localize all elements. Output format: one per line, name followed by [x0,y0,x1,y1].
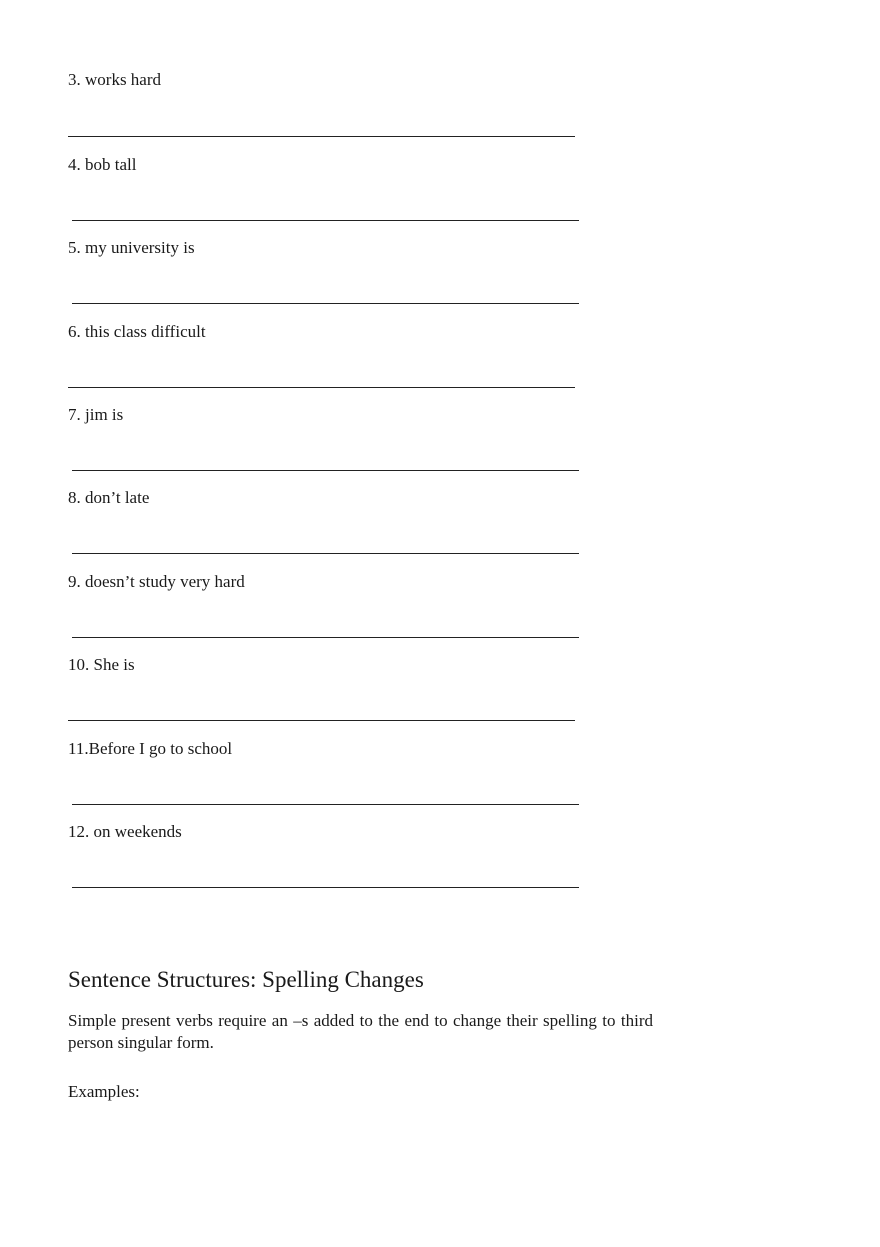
answer-line-12[interactable] [72,887,579,888]
examples-label: Examples: [68,1082,140,1101]
exercise-prompt-6: 6. this class difficult [68,322,206,341]
exercise-prompt-12: 12. on weekends [68,822,182,841]
answer-line-11[interactable] [72,804,579,805]
answer-line-7[interactable] [72,470,579,471]
answer-line-10[interactable] [68,720,575,721]
answer-line-3[interactable] [68,136,575,137]
answer-line-6[interactable] [68,387,575,388]
answer-line-9[interactable] [72,637,579,638]
answer-line-8[interactable] [72,553,579,554]
exercise-prompt-8: 8. don’t late [68,488,150,507]
section-heading: Sentence Structures: Spelling Changes [68,967,424,992]
exercise-prompt-10: 10. She is [68,655,135,674]
exercise-prompt-3: 3. works hard [68,70,162,89]
answer-line-5[interactable] [72,303,579,304]
section-body-text: Simple present verbs require an –s added to the end to change their spelling to third person singular form. [68,1011,653,1052]
exercise-prompt-5: 5. my university is [68,238,195,257]
exercise-prompt-7: 7. jim is [68,405,124,424]
exercise-prompt-9: 9. doesn’t study very hard [68,572,245,591]
answer-line-4[interactable] [72,220,579,221]
exercise-prompt-11: 11.Before I go to school [68,739,233,758]
exercise-prompt-4: 4. bob tall [68,155,137,174]
